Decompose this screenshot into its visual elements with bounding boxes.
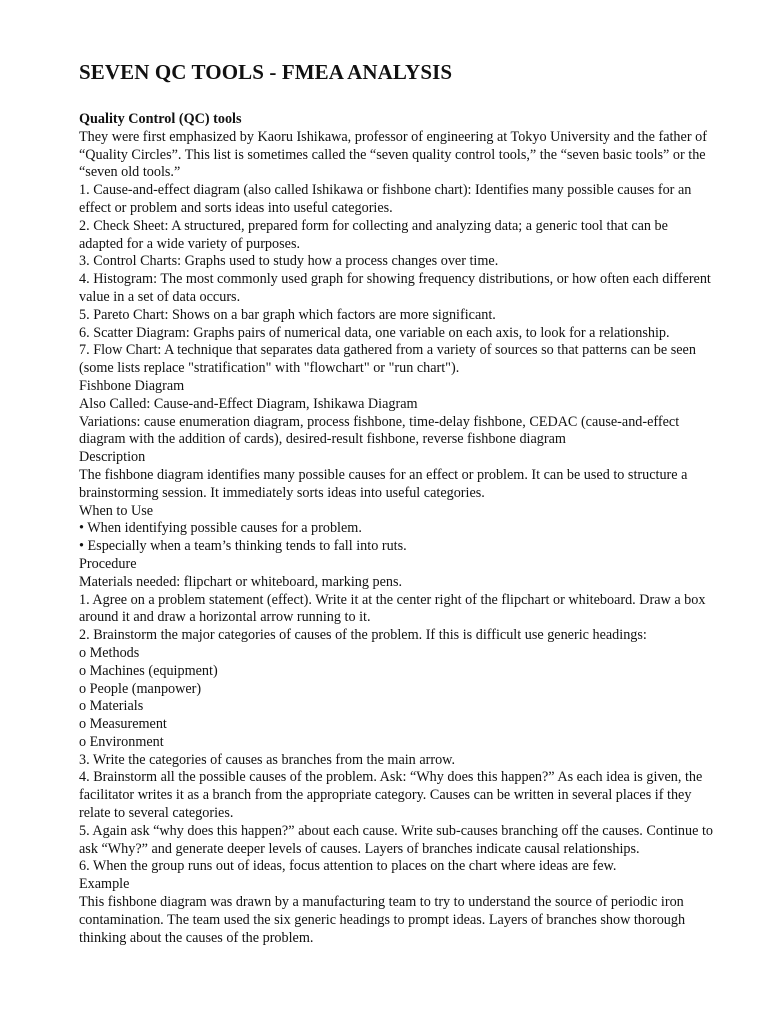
also-called-line: Also Called: Cause-and-Effect Diagram, Ishikawa Diagram [79,395,418,412]
heading-procedure: Procedure [79,555,137,572]
heading-fishbone: Fishbone Diagram [79,377,185,394]
paragraph-description: The fishbone diagram identifies many possible causes for an effect or problem. It can be used to structure a brainstorming session. It immediately sorts ideas into useful categories. [79,466,688,501]
paragraph-example: This fishbone diagram was drawn by a manufacturing team to try to understand the source of periodic iron contamination. The team used the six generic headings to prompt ideas. Layers of branches show thorough thinking about the causes of the problem. [79,894,686,946]
document-title: SEVEN QC TOOLS - FMEA ANALYSIS [79,60,453,84]
list-item-cause-effect: 1. Cause-and-effect diagram (also called Ishikawa or fishbone chart): Identifies many possible causes for an effect or problem and sorts ideas into useful categories. [79,182,692,216]
procedure-step-2: 2. Brainstorm the major categories of causes of the problem. If this is difficult use generic headings: [79,627,647,644]
heading-description: Description [79,449,146,466]
procedure-step-1: 1. Agree on a problem statement (effect). Write it at the center right of the flipchart or whiteboard. Draw a box around it and draw a horizontal arrow running to it. [79,591,706,626]
bullet-item: • When identifying possible causes for a problem. [79,520,362,537]
category-item: o Environment [79,733,164,750]
procedure-step-5: 5. Again ask “why does this happen?” about each cause. Write sub-causes branching off the causes. Continue to ask “Why?” and generate deeper levels of causes. Layers of branches indicate causal relationships. [79,822,714,857]
list-item-scatter: 6. Scatter Diagram: Graphs pairs of numerical data, one variable on each axis, to look for a relationship. [79,324,670,341]
document-page [79,57,715,947]
heading-example: Example [79,876,130,893]
heading-when-to-use: When to Use [79,502,154,519]
category-item: o Machines (equipment) [79,662,218,679]
procedure-step-3: 3. Write the categories of causes as branches from the main arrow. [79,751,456,768]
list-item-flow-chart: 7. Flow Chart: A technique that separates data gathered from a variety of sources so that patterns can be seen (some lists replace "stratification" with "flowchart" or "run chart"). [79,342,696,377]
category-item: o Methods [79,644,140,661]
variations-line: Variations: cause enumeration diagram, process fishbone, time-delay fishbone, CEDAC (cause-and-effect diagram with the addition of cards), desired-result fishbone, reverse fishbone diagram [79,413,680,448]
list-item-control-charts: 3. Control Charts: Graphs used to study how a process changes over time. [79,253,499,270]
paragraph-intro: They were first emphasized by Kaoru Ishikawa, professor of engineering at Tokyo University and the father of “Quality Circles”. This list is sometimes called the “seven quality control tools,” the “seven basic tools” or the “seven old tools.” [79,128,707,181]
category-item: o Measurement [79,716,167,733]
section-heading: Quality Control (QC) tools [79,111,242,127]
category-item: o People (manpower) [79,680,202,697]
procedure-step-4: 4. Brainstorm all the possible causes of the problem. Ask: “Why does this happen?” As each idea is given, the facilitator writes it as a branch from the appropriate category. Causes can be written in several places if they relate to several categories. [79,769,703,822]
list-item-histogram: 4. Histogram: The most commonly used graph for showing frequency distributions, or how often each different value in a set of data occurs. [79,271,711,305]
procedure-step-6: 6. When the group runs out of ideas, focus attention to places on the chart where ideas are few. [79,858,617,875]
list-item-check-sheet: 2. Check Sheet: A structured, prepared form for collecting and analyzing data; a generic tool that can be adapted for a wide variety of purposes. [79,217,668,252]
materials-line: Materials needed: flipchart or whiteboard, marking pens. [79,573,403,590]
category-item: o Materials [79,698,144,715]
bullet-item: • Especially when a team’s thinking tends to fall into ruts. [79,538,407,555]
list-item-pareto: 5. Pareto Chart: Shows on a bar graph which factors are more significant. [79,306,496,323]
document-body [79,111,715,947]
